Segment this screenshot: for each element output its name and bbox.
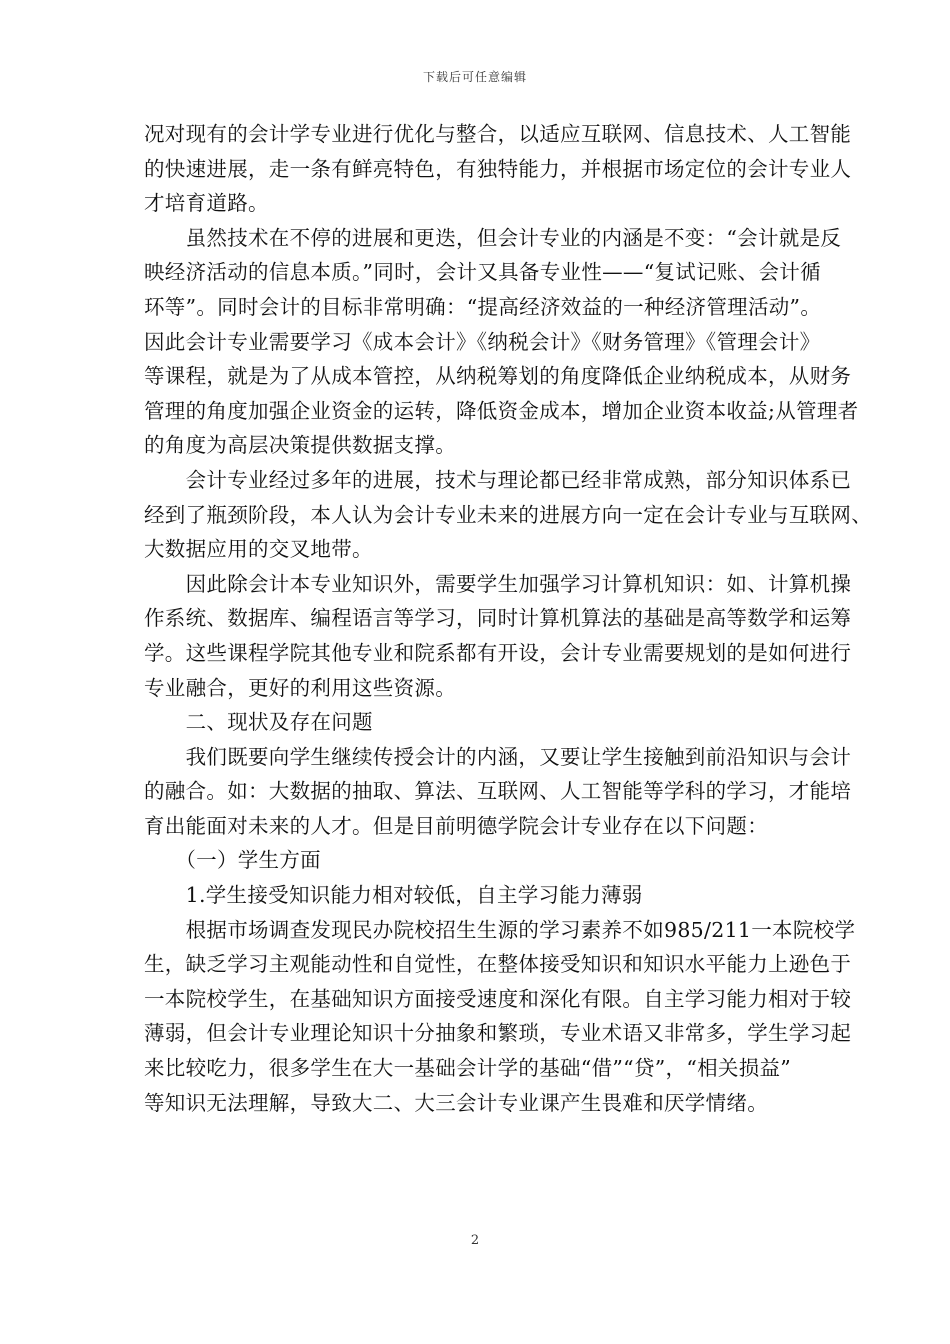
text-line: 我们既要向学生继续传授会计的内涵，又要让学生接触到前沿知识与会计 — [144, 744, 852, 769]
text-line: 映经济活动的信息本质。”同时，会计又具备专业性——“复试记账、会计循 — [144, 260, 821, 285]
text-line: 一本院校学生，在基础知识方面接受速度和深化有限。自主学习能力相对于较 — [144, 986, 852, 1011]
text-line: 大数据应用的交叉地带。 — [144, 537, 373, 562]
page-header: 下载后可任意编辑 — [422, 70, 527, 84]
text-line: 会计专业经过多年的进展，技术与理论都已经非常成熟，部分知识体系已 — [144, 467, 852, 492]
page-number: 2 — [470, 1233, 480, 1248]
text-line: 因此会计专业需要学习《成本会计》《纳税会计》《财务管理》《管理会计》 — [144, 329, 821, 354]
text-line: 虽然技术在不停的进展和更迭，但会计专业的内涵是不变：“会计就是反 — [144, 225, 842, 250]
text-line: 生，缺乏学习主观能动性和自觉性，在整体接受知识和知识水平能力上逊色于 — [144, 952, 852, 977]
text-line: 来比较吃力，很多学生在大一基础会计学的基础“借”“贷”，“相关损益” — [144, 1056, 792, 1081]
text-line: 的融合。如：大数据的抽取、算法、互联网、人工智能等学科的学习，才能培 — [144, 779, 852, 804]
section-heading: 二、现状及存在问题 — [144, 710, 373, 735]
text-line: 根据市场调查发现民办院校招生生源的学习素养不如985/211一本院校学 — [144, 917, 856, 942]
text-line: 等知识无法理解，导致大二、大三会计专业课产生畏难和厌学情绪。 — [144, 1090, 768, 1115]
numbered-heading: 1.学生接受知识能力相对较低，自主学习能力薄弱 — [144, 883, 643, 908]
text-line: 的快速进展，走一条有鲜亮特色，有独特能力，并根据市场定位的会计专业人 — [144, 156, 852, 181]
text-line: 况对现有的会计学专业进行优化与整合，以适应互联网、信息技术、人工智能 — [144, 122, 852, 146]
text-line: 等课程，就是为了从成本管控，从纳税筹划的角度降低企业纳税成本，从财务 — [144, 364, 852, 389]
text-line: 经到了瓶颈阶段，本人认为会计专业未来的进展方向一定在会计专业与互联网、 — [144, 502, 872, 527]
text-line: 的角度为高层决策提供数据支撑。 — [144, 433, 456, 458]
subsection-heading: （一）学生方面 — [144, 848, 321, 873]
text-line: 专业融合，更好的利用这些资源。 — [144, 675, 456, 700]
text-line: 育出能面对未来的人才。但是目前明德学院会计专业存在以下问题： — [144, 813, 768, 838]
text-line: 才培育道路。 — [144, 191, 269, 216]
text-line: 薄弱，但会计专业理论知识十分抽象和繁琐，专业术语又非常多，学生学习起 — [144, 1021, 852, 1046]
text-line: 作系统、数据库、编程语言等学习，同时计算机算法的基础是高等数学和运筹 — [144, 606, 852, 631]
text-line: 因此除会计本专业知识外，需要学生加强学习计算机知识：如、计算机操 — [144, 571, 852, 596]
text-line: 学。这些课程学院其他专业和院系都有开设，会计专业需要规划的是如何进行 — [144, 640, 852, 665]
document-body — [144, 117, 872, 1120]
text-line: 管理的角度加强企业资金的运转，降低资金成本，增加企业资本收益;从管理者 — [144, 398, 859, 423]
text-line: 环等”。同时会计的目标非常明确：“提高经济效益的一种经济管理活动”。 — [144, 294, 822, 319]
